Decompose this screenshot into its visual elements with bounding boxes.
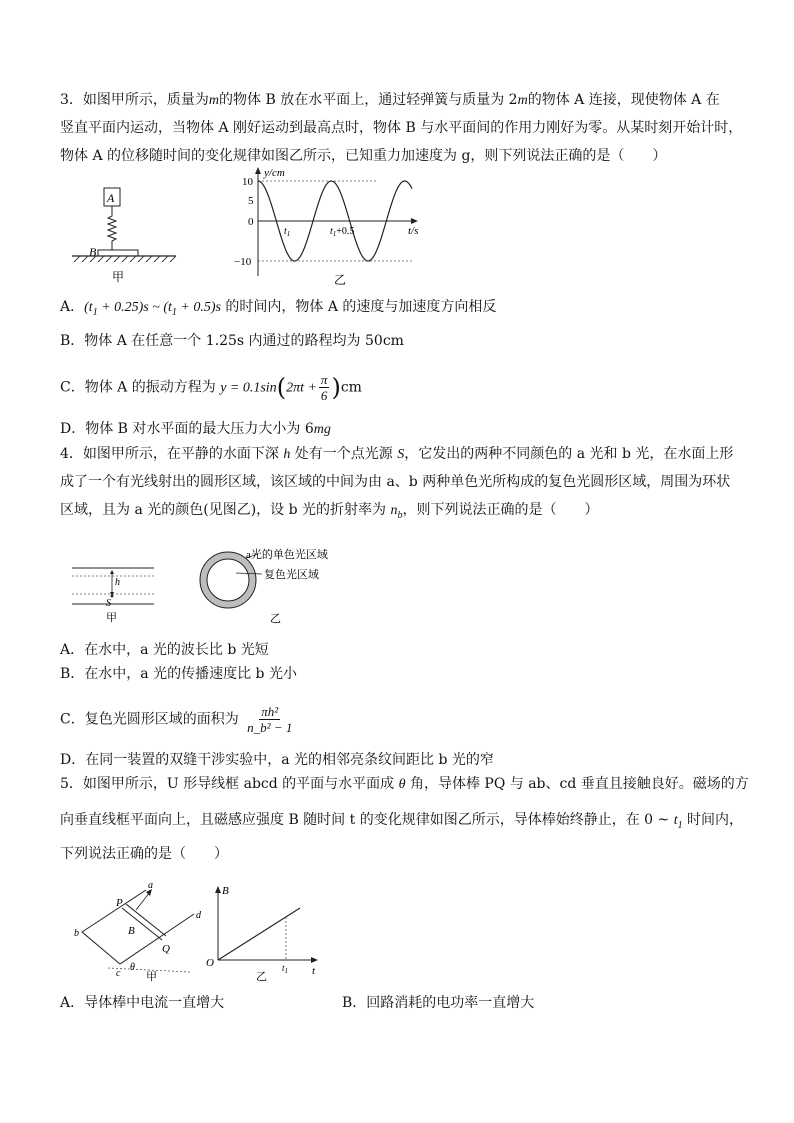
q3-stem-line-2: 竖直平面内运动，当物体 A 刚好运动到最高点时，物体 B 与水平面间的作用力刚好为零。从某时刻开始计时， (60, 120, 743, 136)
label-d: d (196, 910, 201, 921)
label-p: P (116, 897, 123, 909)
option-a-expr: $(t_1 + 0.25)s$ ~ $(t_1 + 0.5)s$ (84, 300, 221, 318)
q4-option-c[interactable] (60, 704, 296, 735)
q3-var-m: m (208, 93, 220, 108)
q3-option-c[interactable] (60, 372, 362, 403)
q4-stem-line-1: 4．如图甲所示，在平静的水面下深 h 处有一个点光源 S，它发出的两种不同颜色的 a 光和 b 光，在水面上形 (60, 446, 734, 462)
option-d-var: mg (313, 422, 331, 437)
x-axis-arrow (411, 218, 418, 224)
spring (108, 206, 116, 250)
y-axis-arrow (215, 886, 221, 893)
origin-label: O (206, 957, 214, 969)
x-axis-label: t (312, 965, 316, 977)
label-a: a (148, 880, 153, 891)
x-axis-label: t/s (408, 225, 419, 237)
q3-stem-text: 3．如图甲所示，质量为 (60, 92, 209, 108)
inner-circle (207, 559, 249, 601)
block-b (98, 250, 138, 256)
tick-label-10: 10 (242, 176, 253, 188)
caption-yi: 乙 (256, 971, 267, 982)
q4-figure-yi (196, 544, 366, 628)
q5-option-b[interactable]: B．回路消耗的电功率一直增大 (342, 995, 535, 1011)
y-axis-label: B (222, 885, 229, 897)
q3-stem-line-3: 物体 A 的位移随时间的变化规律如图乙所示，已知重力加速度为 g，则下列说法正确的是（ ） (60, 148, 667, 164)
y-axis-label: y/cm (264, 167, 285, 179)
label-s: S (106, 598, 111, 609)
fraction-area: $\frac{\text{πh²}}{\text{n\_b² − 1}}$ (247, 704, 293, 735)
q3-stem-text: 的物体 A 连接，现使物体 A 在 (527, 92, 720, 108)
caption-yi: 乙 (334, 273, 347, 287)
caption-jia: 甲 (112, 270, 125, 284)
label-field-b: B (128, 925, 135, 937)
option-d-text: D．物体 B 对水平面的最大压力大小为 6 (60, 421, 314, 437)
caption-yi: 乙 (270, 613, 281, 625)
label-h: h (115, 577, 120, 588)
label-theta: θ (130, 962, 135, 973)
option-c-expr: y = 0.1sin (220, 380, 277, 396)
q3-option-d[interactable] (60, 419, 331, 440)
point-source (111, 595, 114, 598)
option-c-unit: cm (340, 379, 362, 396)
option-a-text: 的时间内，物体 A 的速度与加速度方向相反 (220, 299, 497, 315)
q5-figure-jia (70, 876, 210, 982)
q5-figure-yi (204, 880, 328, 982)
q3-var-m: m (517, 93, 528, 108)
q4-stem-line-2: 成了一个有光线射出的圆形区域，该区域的中间为由 a、b 两种单色光所构成的复色光圆形区域，周围为环状 (60, 474, 731, 490)
label-center: 复色光区域 (264, 569, 319, 581)
q5-stem-line-1: 5．如图甲所示，U 形导线框 abcd 的平面与水平面成 θ 角，导体棒 PQ 与 ab、cd 垂直且接触良好。磁场的方 (60, 776, 749, 792)
caption-jia: 甲 (106, 612, 117, 624)
q4-option-a[interactable]: A．在水中，a 光的波长比 b 光短 (60, 642, 269, 658)
q5-stem-line-2: 向垂直线框平面向上，且磁感应强度 B 随时间 t 的变化规律如图乙所示，导体棒始终静止，在 0 ~ $t_1$ 时间内， (60, 812, 744, 831)
origin-label: 0 (248, 216, 254, 228)
label-b: B (89, 245, 97, 259)
option-c-text: C．物体 A 的振动方程为 (60, 379, 221, 396)
b-line (218, 908, 300, 960)
option-c-inner: 2πt + (286, 380, 317, 396)
q4-stem-line-3: 区域，且为 a 光的颜色(见图乙)，设 b 光的折射率为 $n_b$，则下列说法正确的是（ ） (60, 502, 599, 521)
option-c-text: C．复色光圆形区域的面积为 (60, 711, 244, 728)
q3-stem-text: 的物体 B 放在水平面上，通过轻弹簧与质量为 2 (219, 92, 518, 108)
label-b: b (74, 928, 79, 939)
label-q: Q (162, 943, 170, 955)
q3-figure-yi (228, 164, 438, 289)
q3-option-a[interactable] (60, 297, 496, 323)
paren-close: ) (331, 373, 341, 402)
q5-stem-line-3: 下列说法正确的是（ ） (60, 846, 228, 862)
u-frame (82, 890, 194, 964)
option-letter: A． (60, 299, 85, 315)
arrow-head (110, 570, 114, 574)
q3-figure-jia (60, 180, 180, 290)
y-axis-arrow (255, 167, 261, 174)
label-c: c (116, 968, 121, 979)
tick-label-5: 5 (248, 195, 254, 207)
caption-jia: 甲 (146, 971, 157, 982)
tick-label-neg10: −10 (234, 256, 252, 268)
q4-option-b[interactable]: B．在水中，a 光的传播速度比 b 光小 (60, 666, 297, 682)
label-ring: a光的单色光区域 (246, 549, 328, 561)
q4-figure-jia (72, 560, 162, 626)
x-axis-arrow (311, 957, 318, 963)
tick-label-t1-plus: $t_1+0.5$ (330, 226, 355, 238)
q5-option-a[interactable]: A．导体棒中电流一直增大 (60, 995, 225, 1011)
fraction-pi-over-6: $\frac{\pi}{6}$ (320, 372, 328, 403)
paren-open: ( (276, 373, 287, 402)
label-a: A (107, 191, 115, 205)
tick-label-t1: $t_1$ (282, 963, 289, 975)
q3-stem-line-1 (60, 90, 720, 111)
tick-label-t1: $t_1$ (284, 226, 291, 238)
q3-option-b[interactable]: B．物体 A 在任意一个 1.25s 内通过的路程均为 50cm (60, 333, 404, 349)
q4-option-d[interactable]: D．在同一装置的双缝干涉实验中，a 光的相邻亮条纹间距比 b 光的窄 (60, 752, 494, 768)
